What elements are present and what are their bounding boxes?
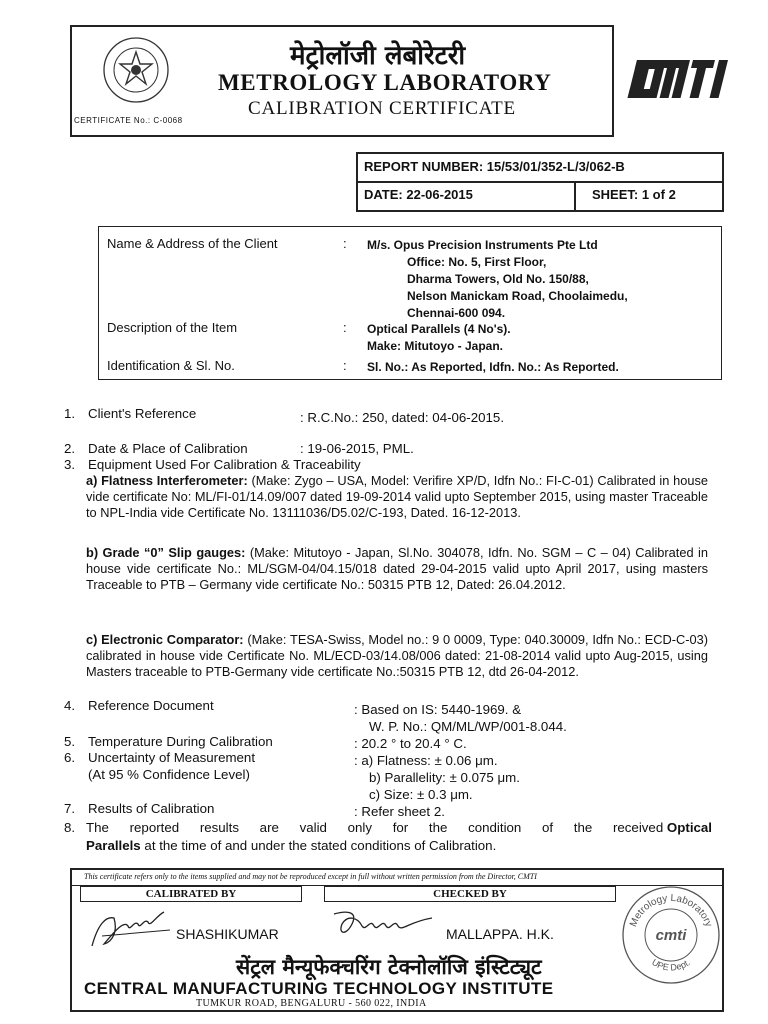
report-number: REPORT NUMBER: 15/53/01/352-L/3/062-B: [364, 159, 625, 174]
client-reference-label: Client's Reference: [88, 406, 197, 421]
checked-by-box: [324, 886, 616, 902]
confidence-label: (At 95 % Confidence Level): [88, 767, 250, 782]
institute-address: TUMKUR ROAD, BENGALURU - 560 022, INDIA: [196, 998, 427, 1009]
calibrated-by-box: [80, 886, 302, 902]
svg-text:cmti: cmti: [655, 927, 687, 944]
metrology-stamp-icon: [616, 880, 726, 990]
identification-label: Identification & Sl. No.: [107, 358, 235, 373]
signature-2-icon: [328, 904, 438, 944]
calibrated-by-name: SHASHIKUMAR: [176, 926, 279, 942]
certificate-subtitle: CALIBRATION CERTIFICATE: [248, 98, 516, 119]
reference-document-label: Reference Document: [88, 698, 214, 713]
calibration-date-value: : 19-06-2015, PML.: [300, 441, 414, 456]
item-description-label: Description of the Item: [107, 320, 238, 335]
temperature-label: Temperature During Calibration: [88, 734, 273, 749]
institute-name-hindi: सेंट्रल मैन्यूफेक्चरिंग टेक्नोलॉजि इंस्टिट्यूट: [236, 955, 542, 979]
checked-by-label: CHECKED BY: [433, 888, 507, 900]
item-7-number: 7.: [64, 801, 76, 816]
institute-name: CENTRAL MANUFACTURING TECHNOLOGY INSTITUTE: [84, 979, 554, 998]
reference-document-value-1: : Based on IS: 5440-1969. &: [354, 702, 522, 717]
reproduction-note: This certificate refers only to the items supplied and may not be reproduced except in full without written permission from the Director, CMTI: [84, 872, 537, 881]
uncertainty-flatness: : a) Flatness: ± 0.06 μm.: [354, 753, 498, 768]
reference-document-value-2: W. P. No.: QM/ML/WP/001-8.044.: [369, 719, 567, 734]
title-hindi: मेट्रोलॉजी लेबोरेटरी: [290, 41, 466, 71]
client-name-value: M/s. Opus Precision Instruments Pte Ltd Office: No. 5, First Floor, Dharma Towers, Old No. 150/88, Nelson Manickam Road, Choolaimedu, Chennai-600 094.: [367, 238, 628, 320]
client-reference-value: : R.C.No.: 250, dated: 04-06-2015.: [300, 410, 505, 425]
item-2-number: 2.: [64, 441, 76, 456]
item-1-number: 1.: [64, 406, 76, 421]
item-8-number: 8.: [64, 820, 76, 835]
svg-text:UPE Dept.: UPE Dept.: [650, 956, 693, 973]
uncertainty-parallelity: b) Parallelity: ± 0.075 μm.: [369, 770, 520, 785]
colon: :: [343, 236, 347, 251]
item-5-number: 5.: [64, 734, 76, 749]
cmti-logo-icon: [620, 48, 730, 110]
certificate-number: CERTIFICATE No.: C-0068: [74, 116, 183, 125]
equipment-b: b) Grade “0” Slip gauges: (Make: Mitutoyo - Japan, Sl.No. 304078, Idfn. No. SGM – C – 04) Calibrated in house vide certificate No.: ML/SGM-04/04.15/018 dated 29-04-2015 valid upto April 2017, using masters Traceable to PTB – Germany vide certificate No.: 50315 PTB 12, Dated: 26.04.2012.: [86, 545, 708, 593]
item-4-number: 4.: [64, 698, 76, 713]
item-description-value: Optical Parallels (4 No's). Make: Mitutoyo - Japan.: [367, 322, 511, 353]
client-name-label: Name & Address of the Client: [107, 236, 278, 251]
colon: :: [343, 358, 347, 373]
uncertainty-label: Uncertainty of Measurement: [88, 750, 256, 765]
client-box: [98, 226, 722, 380]
temperature-value: : 20.2 ° to 20.4 ° C.: [354, 736, 467, 751]
item-6-number: 6.: [64, 750, 76, 765]
item-3-number: 3.: [64, 457, 76, 472]
report-sheet: SHEET: 1 of 2: [592, 187, 676, 202]
calibration-date-label: Date & Place of Calibration: [88, 441, 248, 456]
report-date: DATE: 22-06-2015: [364, 187, 473, 202]
uncertainty-size: c) Size: ± 0.3 μm.: [369, 787, 473, 802]
equipment-a: a) Flatness Interferometer: (Make: Zygo – USA, Model: Verifire XP/D, Idfn No.: FI-C-01) Calibrated in house vide certificate No: ML/FI-01/14.09/007 dated 19-09-2014 valid upto September 2015, using master Traceable to NPL-India vide Certificate No. 13111036/D5.02/C-193, Dated. 16-12-2013.: [86, 473, 708, 521]
nabl-emblem-icon: [102, 36, 170, 104]
lab-title: METROLOGY LABORATORY: [218, 70, 552, 95]
svg-text:Metrology Laboratory: Metrology Laboratory: [627, 892, 715, 929]
signature-1-icon: [84, 902, 174, 954]
equipment-c: c) Electronic Comparator: (Make: TESA-Swiss, Model no.: 9 0 0009, Type: 040.30009, Idfn No.: ECD-C-03) calibrated in house vide Certificate No. ML/ECD-03/14.08/006 dated: 21-08-2014 valid upto Aug-2015, using Masters traceable to PTB-Germany vide certificate No.:50315 PTB 12, dtd 26-04-2012.: [86, 632, 708, 680]
results-label: Results of Calibration: [88, 801, 215, 816]
validity-statement: The reported results are valid only for the condition of the received Optical Parallels at the time of and under the stated conditions of Calibration.: [86, 820, 712, 853]
identification-value: Sl. No.: As Reported, Idfn. No.: As Reported.: [367, 360, 619, 374]
calibrated-by-label: CALIBRATED BY: [145, 888, 237, 900]
colon: :: [343, 320, 347, 335]
report-box: [356, 152, 724, 212]
checked-by-name: MALLAPPA. H.K.: [446, 926, 554, 942]
results-value: : Refer sheet 2.: [354, 804, 445, 819]
equipment-label: Equipment Used For Calibration & Traceability: [88, 457, 361, 472]
